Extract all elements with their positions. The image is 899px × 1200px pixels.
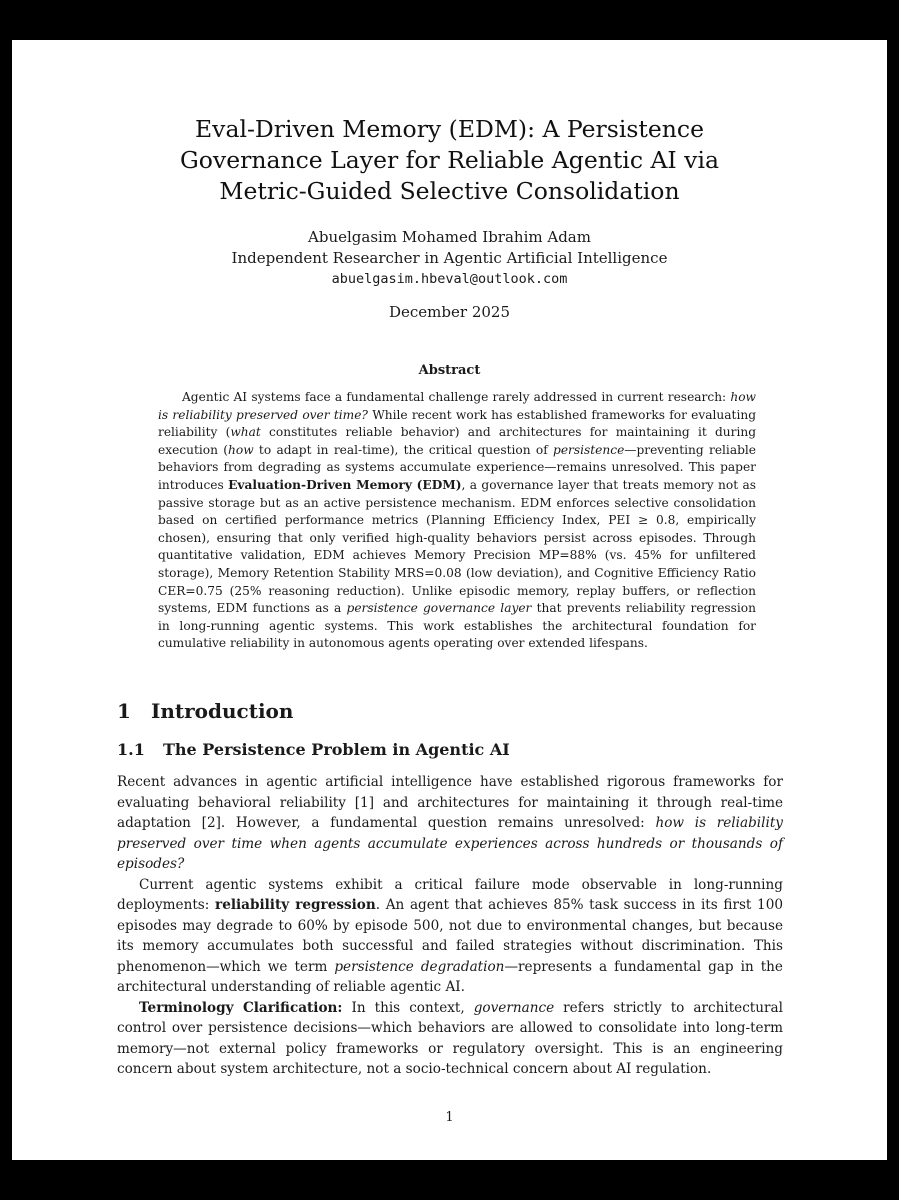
abstract-span: constitutes reliable behavior) and architectures for maintaining it during execution ( [158,425,757,457]
abstract-italic: how is reliability preserved over time? [158,390,756,422]
abstract-text [158,389,756,653]
page-number: 1 [445,1110,454,1125]
subsection-number: 1.1 [117,740,145,759]
body-italic: persistence degradation [334,958,505,975]
section-number: 1 [117,699,131,723]
abstract-bold: Evaluation-Driven Memory (EDM) [228,477,462,492]
title-line-1: Eval-Driven Memory (EDM): A Persistence [195,115,704,143]
body-paragraph-3 [117,998,783,1080]
body-italic: how is reliability preserved over time when agents accumulate experiences across hundreds or thousands of episodes? [117,815,783,872]
author-email: abuelgasim.hbeval@outlook.com [331,271,568,287]
body-span: —represents a fundamental gap in the architectural understanding of reliable agentic AI. [117,958,783,995]
abstract-span: —preventing reliable behaviors from degrading as systems accumulate experience—remains unresolved. This paper introduces [158,442,757,492]
abstract-paragraph [158,389,756,653]
title-line-3: Metric-Guided Selective Consolidation [219,177,680,205]
body-span: In this context, [342,999,474,1016]
body-span: . An agent that achieves 85% task success in its first 100 episodes may degrade to 60% by episode 500, not due to environmental changes, but because its memory accumulates both successful and failed strategies without discrimination. This phenomenon—which we term [117,897,783,975]
abstract-heading: Abstract [418,363,481,378]
abstract-italic: persistence [553,442,625,457]
author-affiliation: Independent Researcher in Agentic Artificial Intelligence [231,249,668,267]
body-text [117,772,783,1080]
abstract-italic: how [228,442,254,457]
abstract-italic: persistence governance layer [346,601,532,616]
section-title: Introduction [151,699,294,723]
subsection-heading [117,740,797,759]
author-block [12,227,887,290]
subsection-title: The Persistence Problem in Agentic AI [163,740,510,759]
abstract-span: that prevents reliability regression in long-running agentic systems. This work establishes the architectural foundation for cumulative reliability in autonomous agents operating over extended lifespans. [158,601,756,651]
body-span: Current agentic systems exhibit a critical failure mode observable in long-running deployments: [117,876,783,913]
abstract-span: to adapt in real-time), the critical question of [253,442,554,457]
paper-date: December 2025 [389,303,510,321]
body-italic: governance [473,999,555,1016]
abstract-span: Agentic AI systems face a fundamental challenge rarely addressed in current research: [182,390,731,404]
body-paragraph-2 [117,875,783,998]
body-span: Recent advances in agentic artificial intelligence have established rigorous frameworks for evaluating behavioral reliability [1] and architectures for maintaining it through real-time adaptation [2]. However, a fundamental question remains unresolved: [117,774,783,831]
body-bold: reliability regression [215,897,376,913]
abstract-italic: what [230,425,261,440]
abstract-span: While recent work has established frameworks for evaluating reliability ( [158,407,756,440]
body-span: refers strictly to architectural control over persistence decisions—which behaviors are allowed to consolidate into long-term memory—not external policy frameworks or regulatory oversight. This is an engineering concern about system architecture, not a socio-technical concern about AI regulation. [117,999,783,1077]
title-line-2: Governance Layer for Reliable Agentic AI via [180,146,719,174]
author-name: Abuelgasim Mohamed Ibrahim Adam [308,228,591,246]
body-paragraph-1 [117,772,783,875]
abstract-span: , a governance layer that treats memory not as passive storage but as an active persistence mechanism. EDM enforces selective consolidation based on certified performance metrics (Planning Efficiency Index, PEI ≥ 0.8, empirically chosen), ensuring that only verified high-quality behaviors persist across episodes. Through quantitative validation, EDM achieves Memory Precision MP=88% (vs. 45% for unfiltered storage), Memory Retention Stability MRS=0.08 (low deviation), and Cognitive Efficiency Ratio CER=0.75 (25% reasoning reduction). Unlike episodic memory, replay buffers, or reflection systems, EDM functions as a [158,477,756,616]
paper-title [12,114,887,207]
body-bold: Terminology Clarification: [139,999,343,1016]
paper-page [12,40,887,1160]
section-heading [117,699,797,723]
